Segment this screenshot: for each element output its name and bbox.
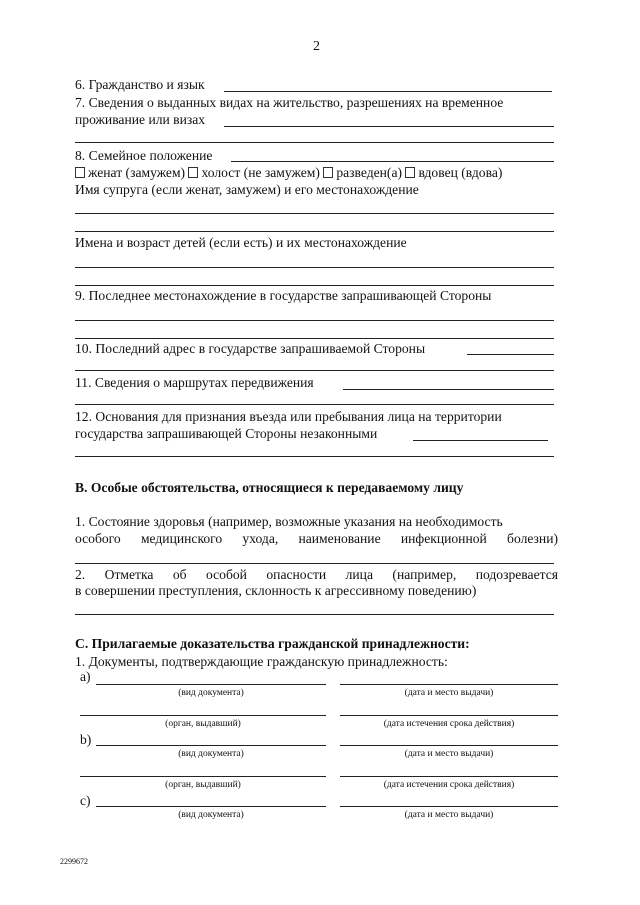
doc-b-issuer-caption: (орган, выдавший)	[165, 780, 241, 790]
doc-a-issuer-field[interactable]	[80, 715, 326, 716]
health-label-line2: особого медицинского ухода, наименование инфекционной болезни)	[75, 531, 558, 546]
permits-field[interactable]	[224, 126, 554, 127]
last-location-label: 9. Последнее местонахождение в государстве запрашивающей Стороны	[75, 288, 492, 303]
doc-c-type-field[interactable]	[96, 806, 326, 807]
single-label: холост (не замужем)	[201, 165, 320, 180]
last-address-field-2[interactable]	[75, 370, 554, 371]
health-field[interactable]	[75, 563, 554, 564]
doc-c-issue-field[interactable]	[340, 806, 558, 807]
doc-b-expiry-field[interactable]	[340, 776, 558, 777]
doc-a-issue-caption: (дата и место выдачи)	[404, 688, 494, 698]
last-location-field-1[interactable]	[75, 320, 554, 321]
doc-b-label: b)	[80, 732, 92, 747]
doc-c-type-caption: (вид документа)	[178, 810, 244, 820]
doc-a-expiry-caption: (дата истечения срока действия)	[383, 719, 515, 729]
family-status-options	[75, 164, 502, 181]
page-number: 2	[313, 39, 320, 54]
last-address-field[interactable]	[467, 354, 554, 355]
family-status-label: 8. Семейное положение	[75, 148, 213, 163]
doc-b-issue-field[interactable]	[340, 745, 558, 746]
family-status-field[interactable]	[231, 161, 554, 162]
widowed-checkbox[interactable]	[405, 167, 415, 178]
married-label: женат (замужем)	[88, 165, 186, 180]
doc-a-type-field[interactable]	[96, 684, 326, 685]
doc-b-type-caption: (вид документа)	[178, 749, 244, 759]
section-b-title: B. Особые обстоятельства, относящиеся к передаваемому лицу	[75, 480, 464, 495]
doc-c-issue-caption: (дата и место выдачи)	[404, 810, 494, 820]
grounds-label-line1: 12. Основания для признания въезда или пребывания лица на территории	[75, 409, 502, 424]
divorced-label: разведен(а)	[336, 165, 403, 180]
doc-a-expiry-field[interactable]	[340, 715, 558, 716]
grounds-field-2[interactable]	[75, 456, 554, 457]
grounds-field[interactable]	[413, 440, 548, 441]
permits-label-line2: проживание или визах	[75, 112, 206, 127]
grounds-label-line2: государства запрашивающей Стороны незаконными	[75, 426, 378, 441]
doc-b-issue-caption: (дата и место выдачи)	[404, 749, 494, 759]
widowed-label: вдовец (вдова)	[418, 165, 503, 180]
permits-label-line1: 7. Сведения о выданных видах на жительство, разрешениях на временное	[75, 95, 504, 110]
section-c-title: С. Прилагаемые доказательства гражданской принадлежности:	[75, 636, 470, 651]
doc-b-issuer-field[interactable]	[80, 776, 326, 777]
last-location-field-2[interactable]	[75, 338, 554, 339]
doc-a-label: а)	[80, 669, 91, 684]
footer-code: 2299672	[60, 857, 88, 866]
permits-field-2[interactable]	[75, 142, 554, 143]
health-label-line1: 1. Состояние здоровья (например, возможные указания на необходимость	[75, 514, 503, 529]
doc-a-issue-field[interactable]	[340, 684, 558, 685]
last-address-label: 10. Последний адрес в государстве запрашиваемой Стороны	[75, 341, 426, 356]
married-checkbox[interactable]	[75, 167, 85, 178]
children-label: Имена и возраст детей (если есть) и их местонахождение	[75, 235, 407, 250]
routes-field-2[interactable]	[75, 404, 554, 405]
spouse-label: Имя супруга (если женат, замужем) и его местонахождение	[75, 182, 419, 197]
doc-a-issuer-caption: (орган, выдавший)	[165, 719, 241, 729]
routes-field[interactable]	[343, 389, 554, 390]
docs-intro: 1. Документы, подтверждающие гражданскую принадлежность:	[75, 654, 448, 669]
citizenship-field[interactable]	[224, 91, 552, 92]
routes-label: 11. Сведения о маршрутах передвижения	[75, 375, 314, 390]
children-field-1[interactable]	[75, 267, 554, 268]
danger-field[interactable]	[75, 614, 554, 615]
divorced-checkbox[interactable]	[323, 167, 333, 178]
spouse-field-2[interactable]	[75, 231, 554, 232]
spouse-field-1[interactable]	[75, 213, 554, 214]
doc-c-label: с)	[80, 793, 91, 808]
danger-label-line1: 2. Отметка об особой опасности лица (например, подозревается	[75, 567, 558, 582]
citizenship-label: 6. Гражданство и язык	[75, 77, 205, 92]
single-checkbox[interactable]	[188, 167, 198, 178]
danger-label-line2: в совершении преступления, склонность к агрессивному поведению)	[75, 583, 477, 598]
children-field-2[interactable]	[75, 285, 554, 286]
doc-b-expiry-caption: (дата истечения срока действия)	[383, 780, 515, 790]
doc-b-type-field[interactable]	[96, 745, 326, 746]
doc-a-type-caption: (вид документа)	[178, 688, 244, 698]
